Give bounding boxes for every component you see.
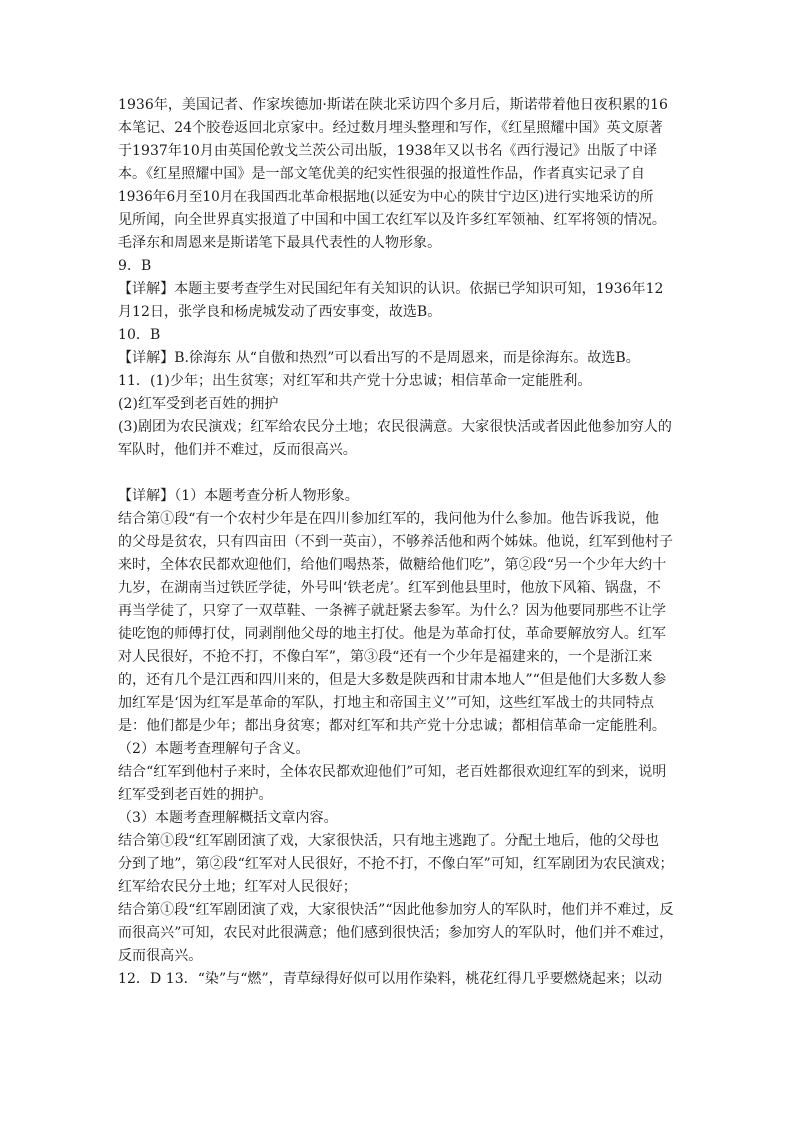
text-line: 来时，全体农民都欢迎他们，给他们喝热茶，做糖给他们吃”，第②段“另一个少年大约十 [118, 557, 667, 573]
text-line: 1936年6月至10月在我国西北革命根据地(以延安为中心的陕甘宁边区)进行实地采访的所 [118, 189, 654, 205]
text-line: 对人民很好，不抢不打，不像白军”，第③段“还有一个少年是福建来的，一个是浙江来 [118, 649, 653, 665]
text-line: 【详解】本题主要考查学生对民国纪年有关知识的认识。依据已学知识可知，1936年12 [118, 281, 664, 297]
text-line: 分到了地”，第②段“红军对人民很好，不抢不打，不像白军”可知，红军剧团为农民演戏； [118, 856, 674, 872]
text-line: 徒吃饱的师傅打仗，同剥削他父母的地主打仗。他是为革命打仗，革命要解放穷人。红军 [118, 626, 666, 642]
text-line: (3)剧团为农民演戏；红军给农民分土地；农民很满意。大家很快活或者因此他参加穷人的 [118, 419, 672, 435]
text-line: 本。《红星照耀中国》是一部文笔优美的纪实性很强的报道性作品，作者真实记录了自 [118, 166, 645, 182]
text-line: 本笔记、24个胶卷返回北京家中。经过数月埋头整理和写作，《红星照耀中国》英文原著 [118, 120, 663, 136]
text-line: 的，还有几个是江西和四川来的，但是大多数是陕西和甘肃本地人”“但是他们大多数人参 [118, 672, 667, 688]
text-line: 12．D 13．“染”与“燃”，青草绿得好似可以用作染料，桃花红得几乎要燃烧起来；以动 [118, 971, 663, 987]
text-line: 毛泽东和周恩来是斯诺笔下最具代表性的人物形象。 [118, 235, 442, 251]
text-line: 结合第①段“红军剧团演了戏，大家很快活”“因此他参加穷人的军队时，他们并不难过，反 [118, 902, 674, 918]
text-line: 红军受到老百姓的拥护。 [118, 787, 273, 803]
text-line: （2）本题考查理解句子含义。 [118, 741, 310, 757]
text-line: 再当学徒了，只穿了一双草鞋、一条裤子就赶紧去参军。为什么？因为他要同那些不让学 [118, 603, 666, 619]
text-line: 11．(1)少年；出生贫寒；对红军和共产党十分忠诚；相信革命一定能胜利。 [118, 373, 592, 389]
text-line: 是：他们都是少年；都出身贫寒；都对红军和共产党十分忠诚；都相信革命一定能胜利。 [118, 718, 666, 734]
blank-line [118, 462, 678, 485]
text-line: 结合“红军到他村子来时，全体农民都欢迎他们”可知，老百姓都很欢迎红军的到来，说明 [118, 764, 667, 780]
text-line: 红军给农民分土地；红军对人民很好； [118, 879, 357, 895]
text-line: 九岁，在湖南当过铁匠学徒，外号叫‘铁老虎’。红军到他县里时，他放下风箱、锅盘，不 [118, 580, 661, 596]
text-line: 的父母是贫农，只有四亩田（不到一英亩），不够养活他和两个姊妹。他说，红军到他村子 [118, 534, 673, 550]
text-line: 【详解】（1）本题考查分析人物形象。 [118, 488, 359, 504]
text-line: 军队时，他们并不难过，反而很高兴。 [118, 442, 357, 458]
text-line: 月12日，张学良和杨虎城发动了西安事变，故选B。 [118, 304, 442, 320]
text-line: 于1937年10月由英国伦敦戈兰茨公司出版，1938年又以书名《西行漫记》出版了中译 [118, 143, 658, 159]
text-line: 加红军是‘因为红军是革命的军队，打地主和帝国主义’”可知，这些红军战士的共同特点 [118, 695, 655, 711]
text-line: 见所闻，向全世界真实报道了中国和中国工农红军以及许多红军领袖、红军将领的情况。 [118, 212, 666, 228]
text-line: 而很高兴”可知，农民对此很满意；他们感到很快活；参加穷人的军队时，他们并不难过， [118, 925, 674, 941]
text-line: (2)红军受到老百姓的拥护 [118, 396, 279, 412]
text-line: 结合第①段“红军剧团演了戏，大家很快活，只有地主逃跑了。分配土地后，他的父母也 [118, 833, 660, 849]
answer-document [118, 94, 678, 991]
text-line: 1936年，美国记者、作家埃德加·斯诺在陕北采访四个多月后，斯诺带着他日夜积累的16 [118, 97, 668, 113]
text-line: 结合第①段“有一个农村少年是在四川参加红军的，我问他为什么参加。他告诉我说，他 [118, 511, 660, 527]
text-line: 反而很高兴。 [118, 948, 203, 964]
answer-number: 9．B [118, 258, 152, 274]
text-line: 【详解】B.徐海东 从“自傲和热烈”可以看出写的不是周恩来，而是徐海东。故选B。 [118, 350, 640, 366]
answer-number: 10．B [118, 327, 161, 343]
text-line: （3）本题考查理解概括文章内容。 [118, 810, 338, 826]
